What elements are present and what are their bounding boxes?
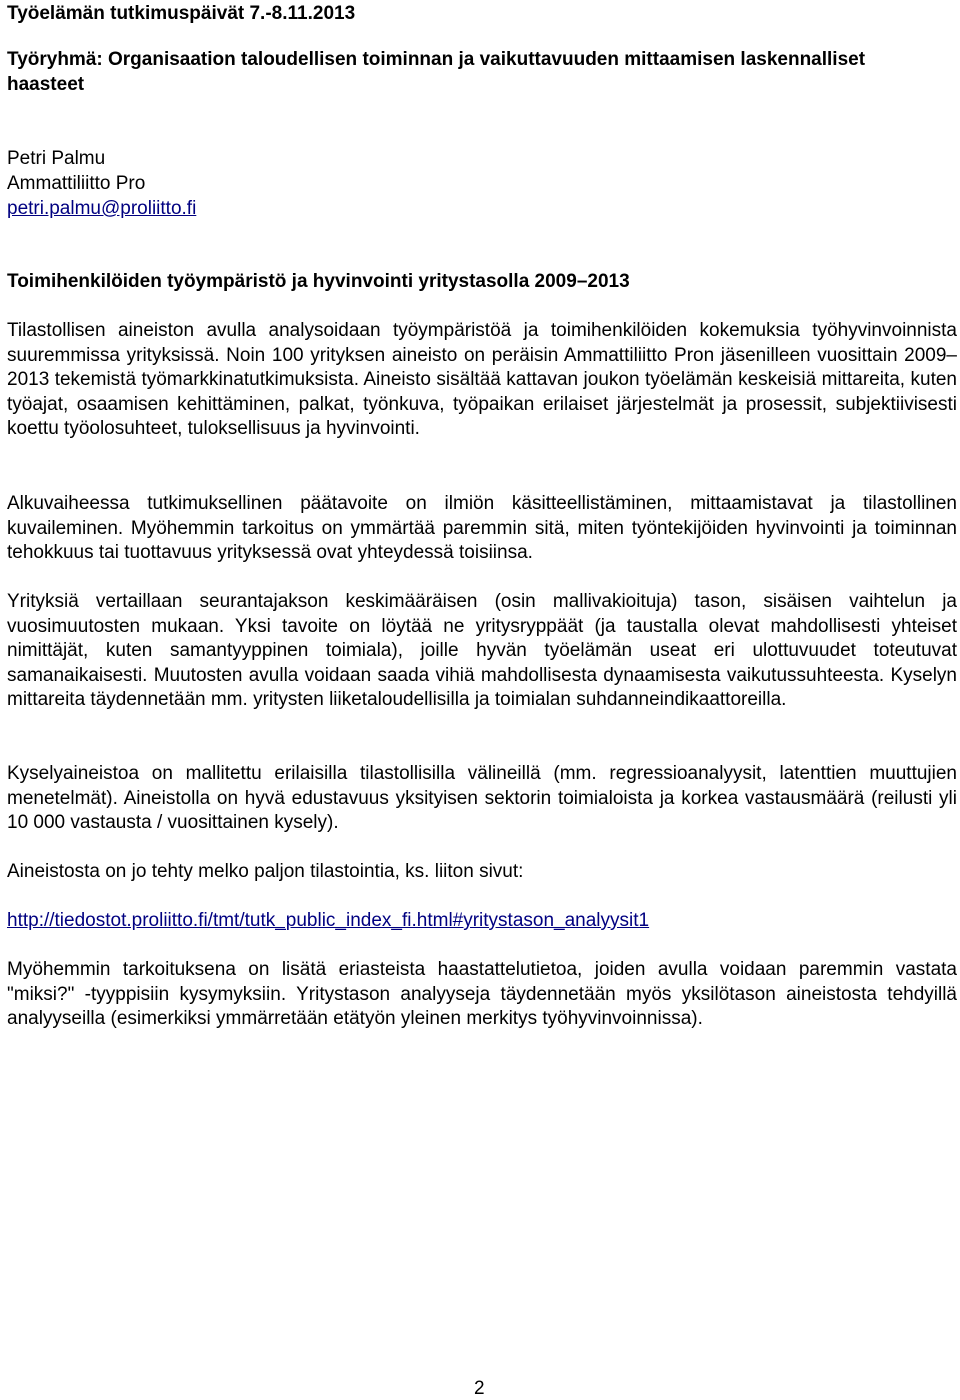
author-name: Petri Palmu xyxy=(7,148,106,169)
paragraph-6: Myöhemmin tarkoituksena on lisätä eriasteista haastattelutietoa, joiden avulla voidaan paremmin vastata "miksi?" -tyyppisiin kysymyksiin. Yritystason analyyseja täydennetään myös yksilötason aineistosta tehdyillä analyyseilla (esimerkiksi ymmärretään etätyön yleinen merkitys työhyvinvoinnissa). xyxy=(7,959,957,1029)
section-title: Toimihenkilöiden työympäristö ja hyvinvointi yritystasolla 2009–2013 xyxy=(7,271,630,292)
author-email-link[interactable]: petri.palmu@proliitto.fi xyxy=(7,198,197,219)
statistics-link[interactable]: http://tiedostot.proliitto.fi/tmt/tutk_public_index_fi.html#yritystason_analyysit1 xyxy=(7,910,650,931)
paragraph-4: Kyselyaineistoa on mallitettu erilaisilla tilastollisilla välineillä (mm. regressioanalyysit, latenttien muuttujien menetelmät). Aineistolla on hyvä edustavuus yksityisen sektorin toimialoista ja korkea vastausmäärä (reilusti yli 10 000 vastausta / vuosittainen kysely). xyxy=(7,763,957,833)
paragraph-5: Aineistosta on jo tehty melko paljon tilastointia, ks. liiton sivut: xyxy=(7,861,524,882)
author-block xyxy=(7,146,196,221)
working-group-title: Työryhmä: Organisaation taloudellisen toiminnan ja vaikuttavuuden mittaamisen laskennalliset haasteet xyxy=(7,49,866,95)
link-paragraph xyxy=(7,909,649,933)
conference-title: Työelämän tutkimuspäivät 7.-8.11.2013 xyxy=(7,3,356,24)
page-number: 2 xyxy=(474,1378,485,1399)
author-organization: Ammattiliitto Pro xyxy=(7,173,146,194)
paragraph-1: Tilastollisen aineiston avulla analysoidaan työympäristöä ja toimihenkilöiden kokemuksia työhyvinvoinnista suuremmissa yrityksissä. Noin 100 yrityksen aineisto on peräisin Ammattiliitto Pron jäsenilleen vuosittain 2009–2013 tekemistä työmarkkinatutkimuksista. Aineisto sisältää kattavan joukon työelämän keskeisiä mittareita, kuten työajat, osaamisen kehittäminen, palkat, työnkuva, työpaikan erilaiset järjestelmät ja prosessit, subjektiivisesti koettu työolosuhteet, tuloksellisuus ja hyvinvointi. xyxy=(7,320,957,439)
paragraph-3: Yrityksiä vertaillaan seurantajakson keskimääräisen (osin mallivakioituja) tason, sisäisen vaihtelun ja vuosimuutosten mukaan. Yksi tavoite on löytää ne yritysryppäät (ja taustalla olevat mahdollisesti yhteiset nimittäjät, kuten samantyyppinen toimiala), joille hyvän työelämän useat eri ulottuvuudet toteutuvat samanaikaisesti. Muutosten avulla voidaan saada vihiä mahdollisesta dynaamisesta vaikutussuhteesta. Kyselyn mittareita täydennetään mm. yritysten liiketaloudellisilla ja toimialan suhdanneindikaattoreilla. xyxy=(7,591,957,710)
paragraph-2: Alkuvaiheessa tutkimuksellinen päätavoite on ilmiön käsitteellistäminen, mittaamistavat ja tilastollinen kuvaileminen. Myöhemmin tarkoitus on ymmärtää paremmin sitä, miten työntekijöiden hyvinvointi ja toiminnan tehokkuus tai tuottavuus yrityksessä ovat yhteydessä toisiinsa. xyxy=(7,493,957,563)
